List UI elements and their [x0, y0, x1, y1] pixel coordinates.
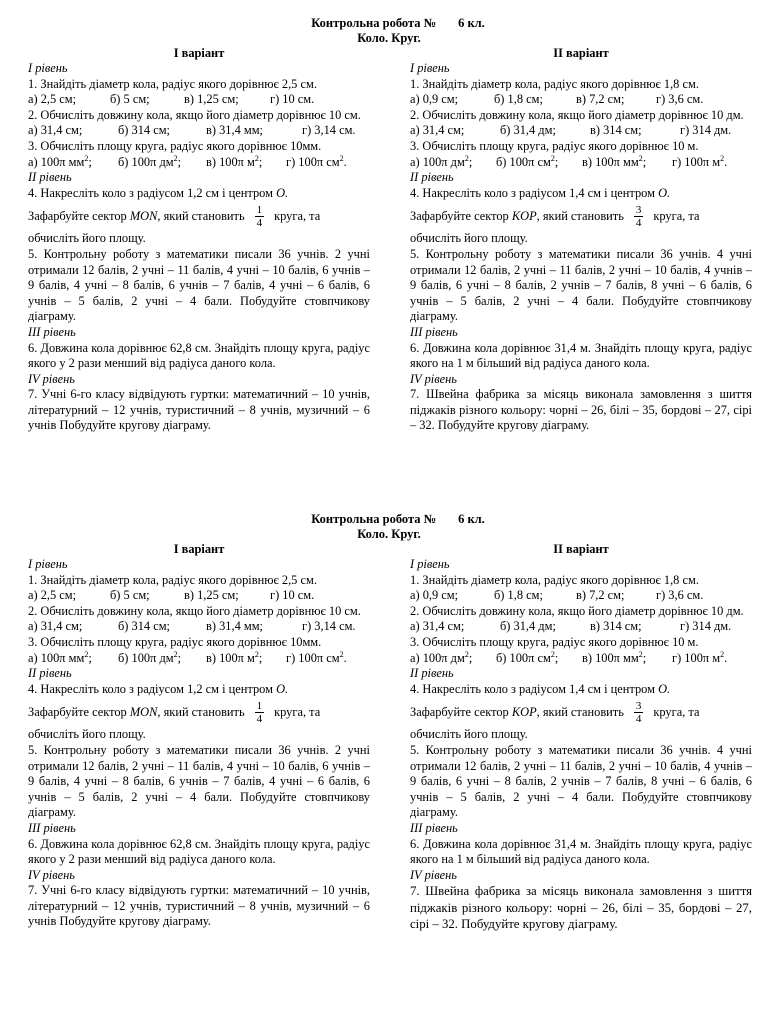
question-5: 5. Контрольну роботу з математики писали 36 учнів. 4 учні отримали 12 балів, 2 учні – 11 балів, 2 учні – 10 балів, 4 учнів – 9 балів, 6 учні – 8 балів, 2 учнів – 7 балів, 8 учні – 6 балів, 6 учнів – 5 балів, 2 учні – 4 бали. Побудуйте стовпчикову діаграму.	[410, 246, 752, 324]
answer: б) 5 см;	[110, 588, 150, 603]
question-4-fraction-line: Зафарбуйте сектор MON , який становить $\frac{1}{4}$ круга, та	[28, 203, 321, 229]
question-7: 7. Учні 6-го класу відвідують гуртки: математичний – 10 учнів, літературний – 12 учнів, туристичний – 8 учнів, музичний – 6 учнів Побудуйте кругову діаграму.	[28, 387, 370, 433]
question-4-end: обчисліть його площу.	[410, 231, 528, 246]
answer: в) 100π $м^2$;	[206, 153, 263, 169]
question-3: 3. Обчисліть площу круга, радіус якого дорівнює 10 м.	[410, 634, 699, 649]
question-1: 1. Знайдіть діаметр кола, радіус якого дорівнює 1,8 см.	[410, 76, 699, 91]
answer: б) 1,8 см;	[494, 92, 543, 107]
answer: в) 100π $мм^2$;	[582, 649, 647, 665]
answer: в) 100π $м^2$;	[206, 649, 263, 665]
question-4: 4. Накресліть коло з радіусом 1,2 см і центром O.	[28, 681, 289, 696]
answer: г) 10 см.	[270, 92, 315, 107]
answer: г) 3,6 см.	[656, 588, 704, 603]
test-sheet-bottom	[24, 512, 754, 982]
level-label: IV рівень	[410, 371, 457, 386]
fraction: $\frac{1}{4}$	[256, 203, 263, 229]
answer: в) 1,25 см;	[184, 588, 239, 603]
level-label: III рівень	[410, 324, 458, 339]
answer: а) 31,4 см;	[410, 123, 465, 138]
question-6: 6. Довжина кола дорівнює 62,8 см. Знайдіть площу круга, радіус якого у 2 рази менший від радіуса даного кола.	[28, 836, 370, 867]
fraction: $\frac{3}{4}$	[635, 203, 642, 229]
answer: а) 2,5 см;	[28, 92, 77, 107]
test-title: Контрольна робота № 6 кл.	[311, 512, 485, 526]
question-4-fraction-line: Зафарбуйте сектор KOP , який становить $\frac{3}{4}$ круга, та	[410, 203, 700, 229]
test-sheet-top	[24, 16, 754, 486]
answer: г) 3,14 см.	[302, 619, 356, 634]
question-2: 2. Обчисліть довжину кола, якщо його діаметр дорівнює 10 см.	[28, 107, 361, 122]
variants	[24, 542, 754, 982]
question-4: 4. Накресліть коло з радіусом 1,4 см і центром O.	[410, 185, 671, 200]
answers-1	[28, 588, 370, 604]
question-6: 6. Довжина кола дорівнює 31,4 м. Знайдіть площу круга, радіус якого на 1 м більший від радіуса даного кола.	[410, 340, 752, 371]
answers-2	[28, 123, 370, 139]
question-1: 1. Знайдіть діаметр кола, радіус якого дорівнює 2,5 см.	[28, 76, 317, 91]
answer: а) 0,9 см;	[410, 588, 459, 603]
variant-title: II варіант	[553, 542, 609, 556]
answer: в) 31,4 мм;	[206, 619, 263, 634]
answer: б) 1,8 см;	[494, 588, 543, 603]
answer: а) 31,4 см;	[28, 619, 83, 634]
question-1: 1. Знайдіть діаметр кола, радіус якого дорівнює 1,8 см.	[410, 572, 699, 587]
level-label: IV рівень	[28, 371, 75, 386]
question-4: 4. Накресліть коло з радіусом 1,4 см і центром O.	[410, 681, 671, 696]
level-label: I рівень	[410, 61, 450, 75]
answer: б) 31,4 дм;	[500, 619, 556, 634]
answers-1	[410, 92, 752, 108]
question-7: 7. Учні 6-го класу відвідують гуртки: математичний – 10 учнів, літературний – 12 учнів, туристичний – 8 учнів, музичний – 6 учнів Побудуйте кругову діаграму.	[28, 883, 370, 929]
fraction: $\frac{3}{4}$	[635, 699, 642, 725]
answer: а) 100π $мм^2$;	[28, 153, 92, 169]
question-5: 5. Контрольну роботу з математики писали 36 учнів. 2 учні отримали 12 балів, 2 учні – 11 балів, 4 учні – 10 балів, 6 учнів – 9 балів, 4 учні – 8 балів, 6 учнів – 7 балів, 4 учні – 6 балів, 6 учнів – 5 балів, 2 учні – 4 бали. Побудуйте стовпчикову діаграму.	[28, 742, 370, 820]
level-label: II рівень	[410, 666, 454, 681]
level-label: I рівень	[410, 557, 450, 571]
answer: в) 1,25 см;	[184, 92, 239, 107]
question-5: 5. Контрольну роботу з математики писали 36 учнів. 4 учні отримали 12 балів, 2 учні – 11 балів, 2 учні – 10 балів, 4 учнів – 9 балів, 6 учні – 8 балів, 2 учнів – 7 балів, 8 учні – 6 балів, 6 учнів – 5 балів, 2 учні – 4 бали. Побудуйте стовпчикову діаграму.	[410, 742, 752, 820]
test-title: Контрольна робота № 6 кл.	[311, 16, 485, 30]
answer: а) 100π $мм^2$;	[28, 649, 92, 665]
variant-title: II варіант	[553, 46, 609, 60]
level-label: II рівень	[28, 666, 72, 681]
question-2: 2. Обчисліть довжину кола, якщо його діаметр дорівнює 10 дм.	[410, 107, 744, 122]
level-label: IV рівень	[410, 867, 457, 882]
question-3: 3. Обчисліть площу круга, радіус якого дорівнює 10мм.	[28, 138, 322, 153]
question-3: 3. Обчисліть площу круга, радіус якого дорівнює 10 м.	[410, 138, 699, 153]
level-label: I рівень	[28, 557, 68, 571]
answer: в) 314 см;	[590, 619, 642, 634]
test-subtitle: Коло. Круг.	[357, 31, 421, 45]
answer: б) 100π $см^2$;	[496, 649, 559, 665]
answer: г) 3,14 см.	[302, 123, 356, 138]
answer: г) 100π $м^2$.	[672, 153, 728, 169]
question-4-fraction-line: Зафарбуйте сектор KOP , який становить $\frac{3}{4}$ круга, та	[410, 699, 700, 725]
question-4: 4. Накресліть коло з радіусом 1,2 см і центром O.	[28, 185, 289, 200]
answer: в) 100π $мм^2$;	[582, 153, 647, 169]
answers-3	[28, 651, 370, 667]
question-4-end: обчисліть його площу.	[410, 727, 528, 742]
question-4-end: обчисліть його площу.	[28, 231, 146, 246]
level-label: II рівень	[28, 170, 72, 185]
answer: в) 7,2 см;	[576, 588, 625, 603]
answers-1	[28, 92, 370, 108]
variants	[24, 46, 754, 486]
level-label: III рівень	[410, 820, 458, 835]
question-2: 2. Обчисліть довжину кола, якщо його діаметр дорівнює 10 дм.	[410, 603, 744, 618]
answer: а) 100π $дм^2$;	[410, 153, 473, 169]
variant-1	[28, 542, 370, 930]
answer: б) 31,4 дм;	[500, 123, 556, 138]
answer: в) 7,2 см;	[576, 92, 625, 107]
question-5: 5. Контрольну роботу з математики писали 36 учнів. 2 учні отримали 12 балів, 2 учні – 11 балів, 4 учні – 10 балів, 6 учнів – 9 балів, 4 учні – 8 балів, 6 учнів – 7 балів, 4 учні – 6 балів, 6 учнів – 5 балів, 2 учні – 4 бали. Побудуйте стовпчикову діаграму.	[28, 246, 370, 324]
question-6: 6. Довжина кола дорівнює 62,8 см. Знайдіть площу круга, радіус якого у 2 рази менший від радіуса даного кола.	[28, 340, 370, 371]
question-4-fraction-line: Зафарбуйте сектор MON , який становить $\frac{1}{4}$ круга, та	[28, 699, 321, 725]
variant-title: I варіант	[173, 46, 225, 60]
answer: а) 0,9 см;	[410, 92, 459, 107]
question-4-end: обчисліть його площу.	[28, 727, 146, 742]
question-3: 3. Обчисліть площу круга, радіус якого дорівнює 10мм.	[28, 634, 322, 649]
answer: а) 100π $дм^2$;	[410, 649, 473, 665]
answer: а) 2,5 см;	[28, 588, 77, 603]
answer: г) 314 дм.	[680, 123, 732, 138]
answers-2	[410, 619, 752, 635]
fraction: $\frac{1}{4}$	[256, 699, 263, 725]
answer: б) 100π $дм^2$;	[118, 153, 182, 169]
answer: а) 31,4 см;	[28, 123, 83, 138]
answer: г) 100π $м^2$.	[672, 649, 728, 665]
answers-3	[410, 155, 752, 171]
level-label: III рівень	[28, 820, 76, 835]
level-label: I рівень	[28, 61, 68, 75]
answer: г) 10 см.	[270, 588, 315, 603]
answers-2	[28, 619, 370, 635]
answer: в) 31,4 мм;	[206, 123, 263, 138]
answer: г) 3,6 см.	[656, 92, 704, 107]
question-6: 6. Довжина кола дорівнює 31,4 м. Знайдіть площу круга, радіус якого на 1 м більший від радіуса даного кола.	[410, 836, 752, 867]
answers-1	[410, 588, 752, 604]
answer: г) 100π $см^2$.	[286, 649, 347, 665]
answer: б) 100π $см^2$;	[496, 153, 559, 169]
question-2: 2. Обчисліть довжину кола, якщо його діаметр дорівнює 10 см.	[28, 603, 361, 618]
answer: г) 100π $см^2$.	[286, 153, 347, 169]
answer: б) 100π $дм^2$;	[118, 649, 182, 665]
answer: г) 314 дм.	[680, 619, 732, 634]
answer: б) 314 см;	[118, 123, 170, 138]
answer: б) 314 см;	[118, 619, 170, 634]
variant-2	[410, 542, 752, 933]
test-subtitle: Коло. Круг.	[357, 527, 421, 541]
variant-1	[28, 46, 370, 434]
question-7: 7. Швейна фабрика за місяць виконала замовлення з шиття піджаків різного кольору: чорні – 26, білі – 35, бордові – 27, сірі – 32. Побудуйте кругову діаграму.	[410, 884, 752, 932]
answers-3	[410, 651, 752, 667]
answer: б) 5 см;	[110, 92, 150, 107]
level-label: III рівень	[28, 324, 76, 339]
variant-2	[410, 46, 752, 434]
question-1: 1. Знайдіть діаметр кола, радіус якого дорівнює 2,5 см.	[28, 572, 317, 587]
question-7: 7. Швейна фабрика за місяць виконала замовлення з шиття піджаків різного кольору: чорні – 26, білі – 35, бордові – 27, сірі – 32. Побудуйте кругову діаграму.	[410, 387, 752, 433]
answer: а) 31,4 см;	[410, 619, 465, 634]
variant-title: I варіант	[173, 542, 225, 556]
answer: в) 314 см;	[590, 123, 642, 138]
level-label: II рівень	[410, 170, 454, 185]
answers-2	[410, 123, 752, 139]
answers-3	[28, 155, 370, 171]
level-label: IV рівень	[28, 867, 75, 882]
